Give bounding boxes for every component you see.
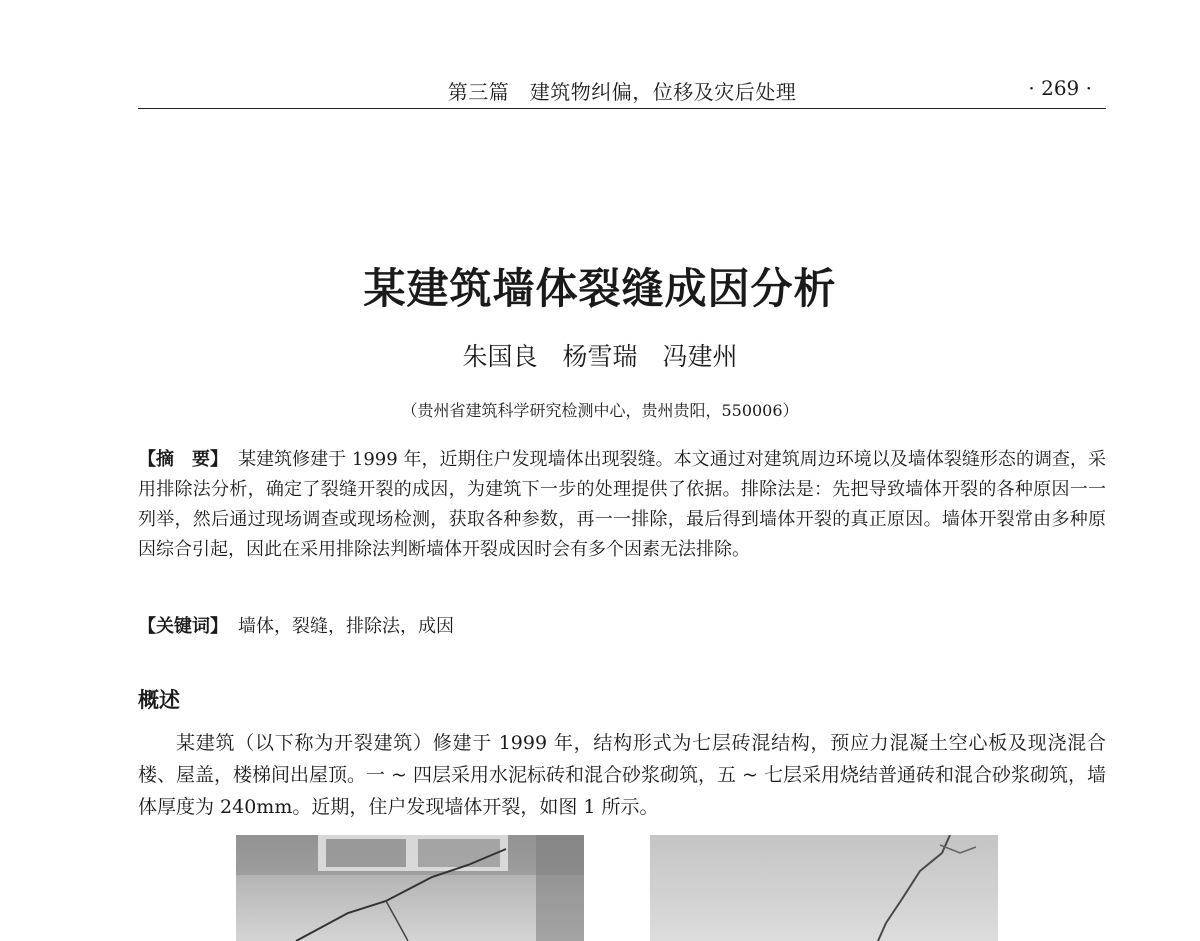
abstract bbox=[138, 445, 1106, 565]
abstract-label: 【摘 要】 bbox=[138, 449, 229, 470]
paper-title: 某建筑墙体裂缝成因分析 bbox=[363, 264, 837, 313]
authors: 朱国良 杨雪瑞 冯建州 bbox=[462, 342, 738, 371]
keywords-text: 墙体，裂缝，排除法，成因 bbox=[238, 616, 454, 637]
page-number: · 269 · bbox=[1028, 76, 1092, 100]
running-header bbox=[138, 68, 1106, 109]
keywords-label: 【关键词】 bbox=[138, 616, 228, 637]
body-paragraph: 某建筑（以下称为开裂建筑）修建于 1999 年，结构形式为七层砖混结构，预应力混凝土空心板及现浇混合楼、屋盖，楼梯间出屋顶。一 ~ 四层采用水泥标砖和混合砂浆砌筑，五 ~ 七层采用烧结普通砖和混合砂浆砌筑，墙体厚度为 240mm。近期，住户发现墙体开裂，如图 1 所示。 bbox=[138, 732, 1107, 818]
keywords bbox=[138, 612, 1106, 642]
running-title: 第三篇 建筑物纠偏，位移及灾后处理 bbox=[447, 80, 797, 104]
figure-1-left-photo bbox=[236, 835, 584, 941]
crack-photo-right bbox=[650, 835, 998, 941]
figure-1-right-photo bbox=[650, 835, 998, 941]
affiliation: （贵州省建筑科学研究检测中心，贵州贵阳，550006） bbox=[401, 401, 799, 420]
abstract-text: 某建筑修建于 1999 年，近期住户发现墙体出现裂缝。本文通过对建筑周边环境以及墙体裂缝形态的调查，采用排除法分析，确定了裂缝开裂的成因，为建筑下一步的处理提供了依据。排除法是：先把导致墙体开裂的各种原因一一列举，然后通过现场调查或现场检测，获取各种参数，再一一排除，最后得到墙体开裂的真正原因。墙体开裂常由多种原因综合引起，因此在采用排除法判断墙体开裂成因时会有多个因素无法排除。 bbox=[138, 449, 1107, 560]
section-heading: 概述 bbox=[138, 688, 180, 712]
crack-photo-left bbox=[236, 835, 584, 941]
